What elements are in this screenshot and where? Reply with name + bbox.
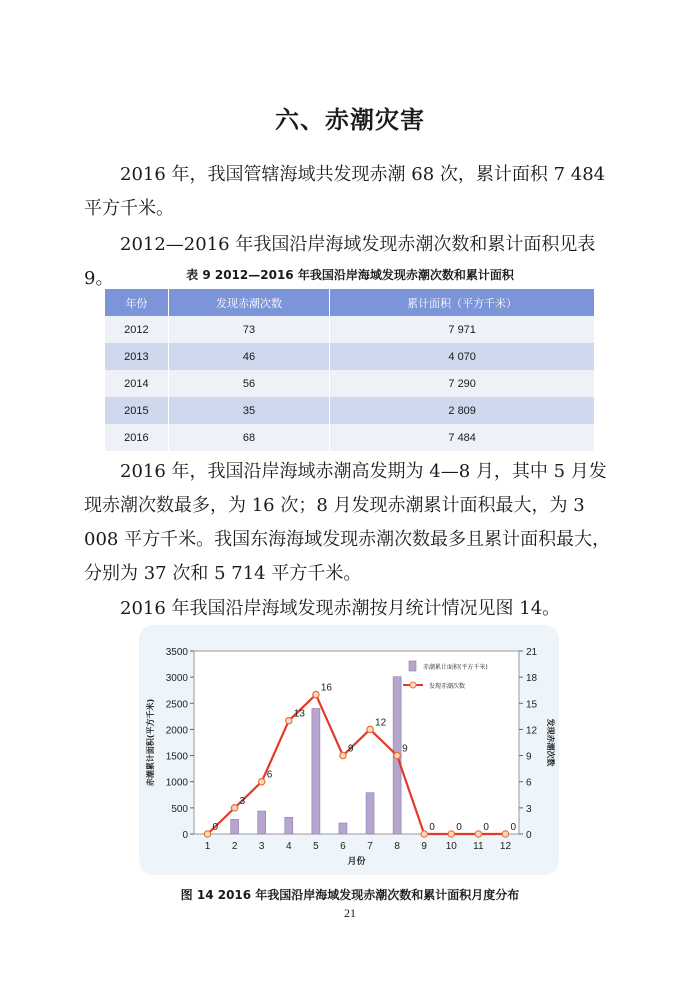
- table-cell: 56: [168, 370, 330, 397]
- bar-area: [258, 811, 266, 834]
- x-tick-label: 8: [394, 841, 400, 852]
- table-cell: 2016: [105, 424, 168, 451]
- x-tick-label: 7: [367, 841, 373, 852]
- table-cell: 2014: [105, 370, 168, 397]
- section-title: 六、赤潮灾害: [275, 106, 425, 134]
- line-point: [421, 831, 427, 837]
- y-left-tick-label: 2500: [165, 699, 188, 711]
- table-cell: 35: [168, 397, 330, 424]
- bar-area: [312, 709, 320, 834]
- line-point: [448, 831, 454, 837]
- y-left-tick-label: 0: [182, 830, 188, 841]
- table-cell: 2012: [105, 316, 168, 343]
- paragraph-summary: 2016 年，我国管辖海域共发现赤潮 68 次，累计面积 7 484 平方千米。: [84, 164, 606, 219]
- line-point: [231, 805, 237, 811]
- paragraph-table-ref: 2012—2016 年我国沿岸海域发现赤潮次数和累计面积见表 9。: [84, 234, 596, 289]
- table-cell: 2013: [105, 343, 168, 370]
- bar-area: [285, 817, 293, 834]
- table-row: [105, 424, 595, 451]
- line-point: [340, 752, 346, 758]
- y-left-tick-label: 3000: [165, 673, 188, 685]
- x-tick-label: 2: [231, 841, 238, 852]
- column-header-count: 发现赤潮次数: [168, 289, 330, 316]
- data-label: 9: [347, 743, 354, 755]
- table-cell: 73: [168, 316, 330, 343]
- y-right-tick-label: 0: [526, 830, 532, 841]
- x-tick-label: 10: [445, 841, 457, 852]
- y-right-tick-label: 3: [526, 803, 532, 815]
- legend-line-marker: [410, 682, 416, 688]
- data-label: 12: [375, 717, 387, 729]
- bar-area: [366, 793, 374, 834]
- table-caption: 表 9 2012—2016 年我国沿岸海域发现赤潮次数和累计面积: [186, 268, 514, 282]
- x-tick-label: 12: [499, 841, 512, 852]
- data-label: 9: [402, 743, 408, 755]
- bar-area: [339, 823, 347, 834]
- table-cell: 46: [168, 343, 330, 370]
- y-left-tick-label: 500: [171, 803, 188, 815]
- line-point: [502, 831, 508, 837]
- x-tick-label: 3: [258, 841, 265, 852]
- line-point: [394, 752, 400, 758]
- y-right-tick-label: 6: [526, 777, 532, 789]
- y-right-tick-label: 15: [526, 699, 538, 711]
- y-left-tick-label: 2000: [165, 725, 188, 737]
- data-label: 6: [266, 769, 273, 781]
- y-left-tick-label: 3500: [165, 647, 188, 658]
- line-point: [313, 691, 319, 697]
- bar-area: [231, 819, 239, 834]
- paragraph-figure-ref: 2016 年我国沿岸海域发现赤潮按月统计情况见图 14。: [120, 598, 561, 619]
- column-header-year: 年份: [105, 289, 168, 316]
- table-cell: 7 971: [330, 316, 595, 343]
- x-axis-label: 月份: [347, 857, 366, 867]
- x-tick-label: 1: [204, 841, 211, 852]
- data-label: 0: [510, 822, 517, 833]
- x-tick-label: 4: [286, 841, 292, 852]
- line-point: [204, 831, 210, 837]
- table-header-row: [105, 289, 595, 316]
- line-point: [286, 718, 292, 724]
- table-row: [105, 397, 595, 424]
- table-cell: 2015: [105, 397, 168, 424]
- data-label: 0: [212, 822, 219, 833]
- table-cell: 7 290: [330, 370, 595, 397]
- x-tick-label: 5: [313, 841, 319, 852]
- table-cell: 68: [168, 424, 330, 451]
- legend-bar-swatch: [409, 661, 416, 671]
- y-right-axis-label: 发现赤潮次数: [546, 718, 555, 767]
- data-label: 0: [483, 822, 489, 833]
- table-row: [105, 343, 595, 370]
- monthly-red-tide-chart: [139, 625, 559, 875]
- y-right-tick-label: 9: [526, 751, 532, 763]
- y-right-tick-label: 21: [526, 647, 538, 658]
- column-header-area: 累计面积（平方千米）: [330, 289, 595, 316]
- line-point: [475, 831, 481, 837]
- x-tick-label: 6: [340, 841, 346, 852]
- red-tide-table: [105, 289, 595, 451]
- y-left-tick-label: 1500: [165, 751, 188, 763]
- legend-line-label: 发现赤潮次数: [429, 683, 466, 690]
- table-cell: 4 070: [330, 343, 595, 370]
- legend-bar-label: 赤潮累计面积(平方千米): [423, 664, 488, 671]
- y-left-tick-label: 1000: [165, 777, 188, 789]
- table-row: [105, 370, 595, 397]
- data-label: 0: [456, 822, 462, 833]
- x-tick-label: 11: [473, 841, 484, 852]
- page-number: 21: [344, 906, 356, 920]
- table-cell: 2 809: [330, 397, 595, 424]
- data-label: 0: [429, 822, 435, 833]
- y-left-axis-label: 赤潮累计面积(平方千米): [146, 698, 155, 787]
- y-right-tick-label: 18: [526, 673, 538, 685]
- data-label: 13: [293, 708, 305, 720]
- line-point: [367, 726, 373, 732]
- line-point: [259, 779, 265, 785]
- y-right-tick-label: 12: [526, 725, 538, 737]
- table-cell: 7 484: [330, 424, 595, 451]
- figure-caption: 图 14 2016 年我国沿岸海域发现赤潮次数和累计面积月度分布: [180, 888, 520, 902]
- data-label: 3: [239, 795, 246, 807]
- x-tick-label: 9: [421, 841, 427, 852]
- paragraph-monthly-analysis: 2016 年，我国沿岸海域赤潮高发期为 4—8 月，其中 5 月发现赤潮次数最多，为 16 次；8 月发现赤潮累计面积最大，为 3 008 平方千米。我国东海海域发现赤潮次数最多且累计面积最大，分别为 37 次和 5 714 平方千米。: [84, 461, 611, 584]
- data-label: 16: [320, 682, 332, 694]
- table-row: [105, 316, 595, 343]
